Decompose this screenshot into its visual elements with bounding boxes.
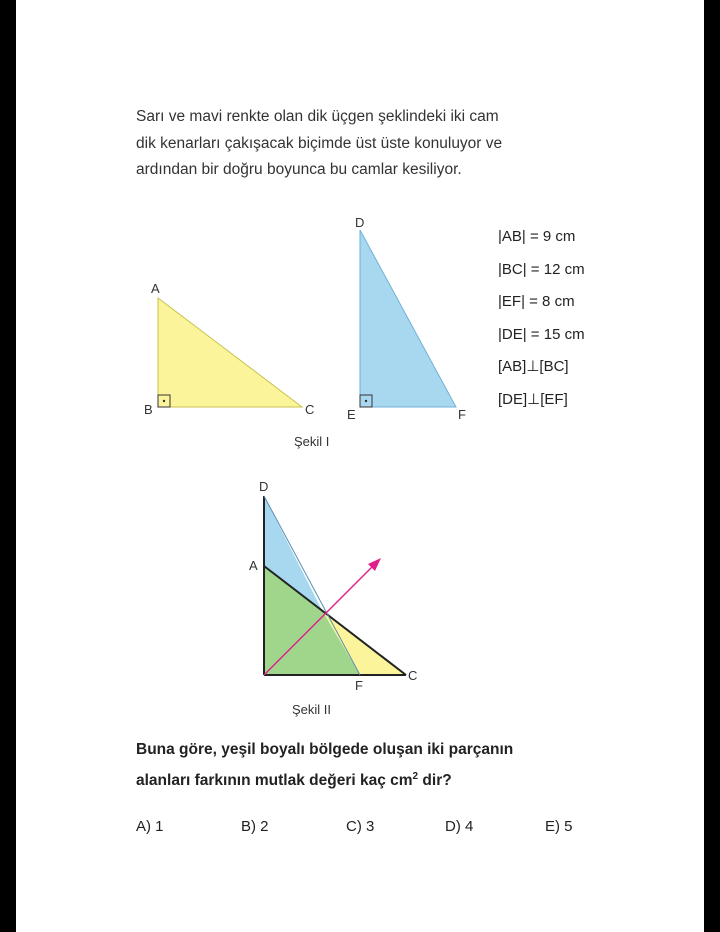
right-angle-dot-e <box>365 400 367 402</box>
given-perp-ab-bc: [AB]⊥[BC] <box>498 358 569 375</box>
label-a: A <box>151 281 160 296</box>
question-line-1: Buna göre, yeşil boyalı bölgede oluşan iki parçanın <box>136 741 514 758</box>
answer-choices <box>136 818 656 842</box>
label-b: B <box>144 402 153 417</box>
given-ef: |EF| = 8 cm <box>498 293 575 310</box>
question-line-2 <box>136 764 656 795</box>
intro-line-1: Sarı ve mavi renkte olan dik üçgen şeklindeki iki cam <box>136 108 499 125</box>
choice-d[interactable]: D) 4 <box>445 818 474 835</box>
superscript-2: 2 <box>412 770 419 782</box>
right-angle-dot-b <box>163 400 165 402</box>
choice-a[interactable]: A) 1 <box>136 818 164 835</box>
label-e: E <box>347 407 356 422</box>
given-bc: |BC| = 12 cm <box>498 260 585 278</box>
choice-c[interactable]: C) 3 <box>346 818 375 835</box>
choice-b[interactable]: B) 2 <box>241 818 269 835</box>
label-f: F <box>458 407 466 422</box>
caption-sekil-1: Şekil I <box>294 434 330 449</box>
label-f-2: F <box>355 678 363 693</box>
green-region <box>264 566 360 675</box>
yellow-triangle-abc <box>158 298 302 407</box>
label-a-2: A <box>249 558 258 573</box>
question-text <box>136 737 656 794</box>
label-d: D <box>355 215 365 230</box>
page <box>16 0 704 932</box>
choice-e[interactable]: E) 5 <box>545 818 573 835</box>
question-line-2-end: dir? <box>418 771 452 789</box>
given-ab: |AB| = 9 cm <box>498 228 576 245</box>
given-de: |DE| = 15 cm <box>498 325 585 343</box>
question-line-2-text: alanları farkının mutlak değeri kaç cm <box>136 771 413 789</box>
label-c-2: C <box>408 668 418 683</box>
caption-sekil-2: Şekil II <box>292 702 332 717</box>
intro-line-2: dik kenarları çakışacak biçimde üst üste konuluyor ve <box>136 134 503 152</box>
label-d-2: D <box>259 479 269 494</box>
blue-triangle-def <box>360 230 456 407</box>
given-perp-de-ef: [DE]⊥[EF] <box>498 390 568 408</box>
label-c: C <box>305 402 315 417</box>
givens-list <box>498 221 585 416</box>
intro-line-3: ardından bir doğru boyunca bu camlar kesiliyor. <box>136 161 462 178</box>
